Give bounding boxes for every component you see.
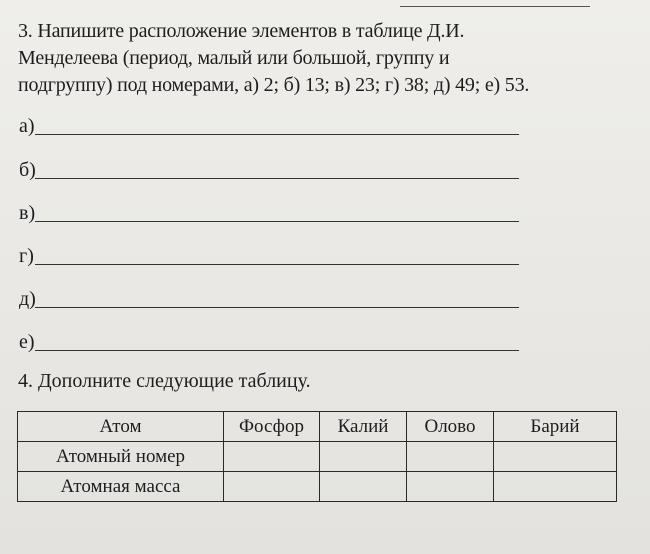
table-cell[interactable] [494,472,617,502]
table-header-cell: Атом [18,412,224,442]
answer-label: д) [19,288,36,310]
table-cell[interactable] [407,442,494,472]
table-row [18,472,617,502]
table-cell[interactable] [320,442,407,472]
table-cell[interactable] [407,472,494,502]
answer-blank-line[interactable] [35,264,519,265]
table-header-row [18,412,617,442]
table-cell[interactable] [494,442,617,472]
answer-row-g[interactable] [19,242,539,270]
elements-table [17,411,617,502]
table-cell[interactable] [224,472,320,502]
answer-label: е) [19,331,35,353]
table-row-label: Атомный номер [18,442,224,472]
answer-label: в) [19,202,36,224]
task-3-line: Менделеева (период, малый или большой, группу и [18,47,450,69]
table-row-label: Атомная масса [18,472,224,502]
table-header-cell: Барий [494,412,617,442]
answer-row-v[interactable] [19,199,539,227]
answer-blank-line[interactable] [35,134,519,135]
answer-row-a[interactable] [19,112,539,140]
answer-label: г) [19,245,34,267]
answer-blank-line[interactable] [35,221,519,222]
table-header-cell: Фосфор [224,412,320,442]
answer-blank-line[interactable] [35,178,519,179]
table-cell[interactable] [224,442,320,472]
table-header-cell: Олово [407,412,494,442]
top-divider [400,6,590,7]
answer-row-b[interactable] [19,156,539,184]
task-3-line: подгруппу) под номерами, а) 2; б) 13; в) 23; г) 38; д) 49; е) 53. [18,74,530,96]
task-4-heading: 4. Дополните следующие таблицу. [18,370,311,392]
answer-blank-line[interactable] [35,350,519,351]
task-3 [18,18,618,99]
task-3-line: 3. Напишите расположение элементов в таблице Д.И. [18,20,465,42]
table-cell[interactable] [320,472,407,502]
answer-row-d[interactable] [19,285,539,313]
answer-label: а) [19,115,35,137]
answer-label: б) [19,159,36,181]
table-header-cell: Калий [320,412,407,442]
table-row [18,442,617,472]
answer-row-e[interactable] [19,328,539,356]
answer-blank-line[interactable] [35,307,519,308]
